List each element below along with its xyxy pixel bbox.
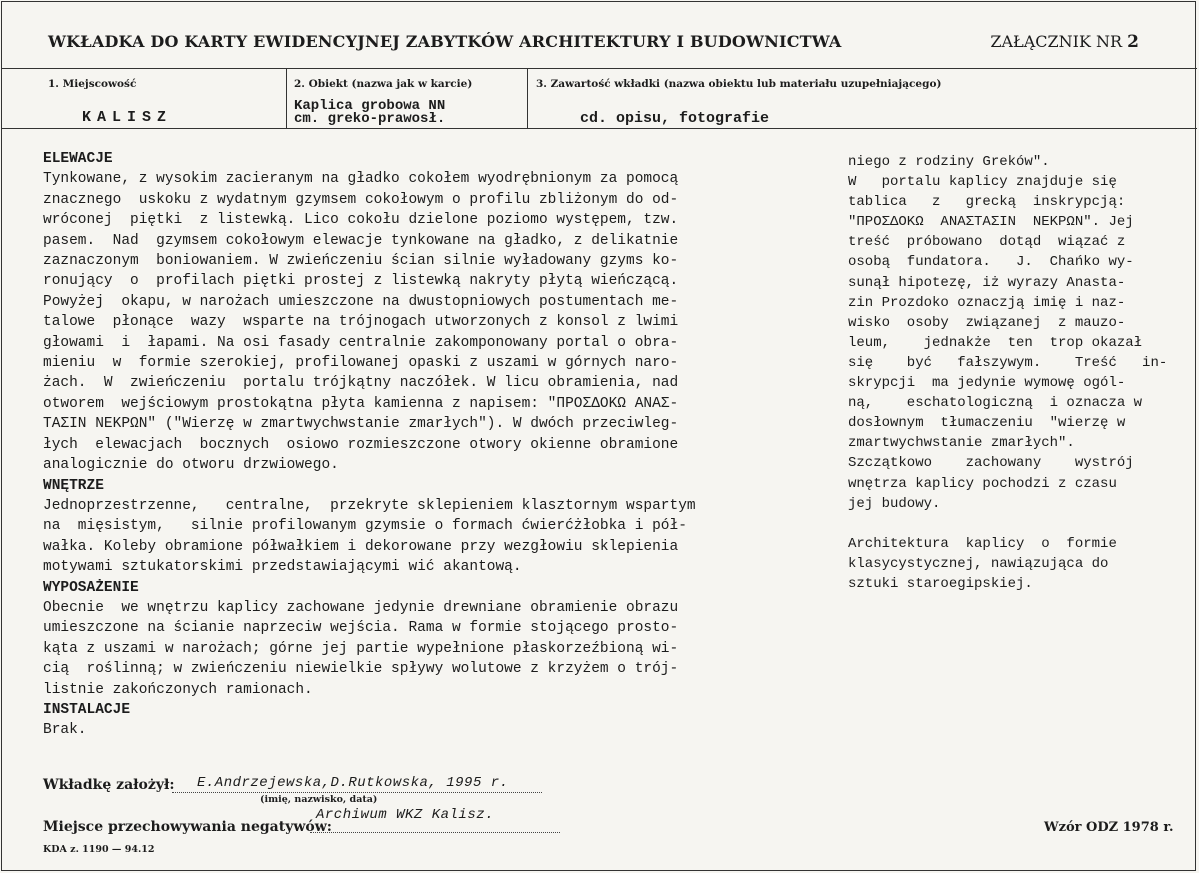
description-line: ronujący o profilach piętki prostej z listewką nakryty płytą wieńczącą. bbox=[43, 273, 679, 290]
side-note-line: zmartwychwstanie zmarłych". bbox=[848, 435, 1075, 452]
field-locality-value: KALISZ bbox=[82, 109, 173, 126]
description-line: na mięsistym, silnie profilowanym gzymsie o formach ćwierćżłobka i pół- bbox=[43, 518, 687, 535]
author-caption: (imię, nazwisko, data) bbox=[260, 794, 378, 805]
description-line: umieszczone na ścianie naprzeciw wejścia. Rama w formie stojącego prosto- bbox=[43, 620, 679, 637]
description-line: listnie zakończonych ramionach. bbox=[43, 681, 313, 698]
author-dotted-line bbox=[172, 792, 542, 793]
side-note-line: Architektura kaplicy o formie bbox=[848, 535, 1117, 552]
section-heading: WNĘTRZE bbox=[43, 477, 104, 494]
section-heading: INSTALACJE bbox=[43, 701, 131, 718]
side-note-line: wisko osoby związanej z mauzo- bbox=[848, 314, 1126, 331]
description-line: Tynkowane, z wysokim zacieranym na gładko cokołem wyodrębnionym za pomocą bbox=[43, 171, 679, 188]
description-line: wałka. Koleby obramione półwałkiem i dekorowane przy wezgłowiu sklepienia bbox=[43, 538, 679, 555]
side-note-line: osobą fundatora. J. Chańko wy- bbox=[848, 254, 1134, 271]
side-note-line: skrypcji ma jedynie wymowę ogól- bbox=[848, 375, 1126, 392]
description-line: otworem wejściowym prostokątna płyta kamienna z napisem: "ΠΡΟΣΔΟΚΩ ΑΝΑΣ- bbox=[43, 395, 679, 412]
description-line: talowe płonące wazy wsparte na trójnogach utworzonych z konsol z lwimi bbox=[43, 314, 679, 331]
description-line: ΤΑΣΙΝ ΝΕΚΡΩΝ" ("Wierzę w zmartwychwstanie zmarłych"). W dwóch przeciwleg- bbox=[43, 416, 679, 433]
side-note-line: się być fałszywym. Treść in- bbox=[848, 354, 1168, 371]
description-line: pasem. Nad gzymsem cokołowym elewacje tynkowane na gładko, z delikatnie bbox=[43, 232, 679, 249]
fields-divider bbox=[2, 128, 1197, 129]
author-label: Wkładkę założył: bbox=[43, 777, 175, 793]
annex-number bbox=[990, 32, 1139, 52]
side-note-line: W portalu kaplicy znajduje się bbox=[848, 174, 1117, 191]
description-line: Powyżej okapu, w narożach umieszczone na dwustopniowych postumentach me- bbox=[43, 293, 679, 310]
description-right-column bbox=[848, 152, 1167, 594]
side-note-line: dosłownym tłumaczeniu "wierzę w bbox=[848, 415, 1126, 432]
description-line: kąta z uszami w narożach; górne jej partie wypełnione płaskorzeźbioną wi- bbox=[43, 640, 679, 657]
description-line: analogicznie do otworu drzwiowego. bbox=[43, 457, 339, 474]
description-line: Obecnie we wnętrzu kaplicy zachowane jedynie drewniane obramienie obrazu bbox=[43, 599, 679, 616]
side-note-line: Szczątkowo zachowany wystrój bbox=[848, 455, 1134, 472]
description-line: łych elewacjach bocznych osiowo rozmieszczone otwory okienne obramione bbox=[43, 436, 679, 453]
description-line: żach. W zwieńczeniu portalu trójkątny naczółek. W licu obramienia, nad bbox=[43, 375, 679, 392]
description-line: cią roślinną; w zwieńczeniu niewielkie spływy wolutowe z krzyżem o trój- bbox=[43, 661, 679, 678]
description-line: wróconej piętki z listewką. Lico cokołu dzielone poziomo występem, tzw. bbox=[43, 212, 679, 229]
side-note-line: leum, jednakże ten trop okazał bbox=[848, 334, 1143, 351]
side-note-line bbox=[848, 514, 1167, 534]
storage-label: Miejsce przechowywania negatywów: bbox=[43, 819, 332, 835]
description-line: głowami i łapami. Na osi fasady centralnie zakomponowany portal o obra- bbox=[43, 334, 679, 351]
side-note-line: sztuki staroegipskiej. bbox=[848, 575, 1033, 592]
field-object-label: 2. Obiekt (nazwa jak w karcie) bbox=[294, 78, 473, 90]
description-left-column bbox=[43, 149, 696, 741]
description-line: Jednoprzestrzenne, centralne, przekryte sklepieniem klasztornym wspartym bbox=[43, 497, 696, 514]
side-note-line: wnętrza kaplicy pochodzi z czasu bbox=[848, 475, 1117, 492]
side-note-line: zin Prozdoko oznaczją imię i naz- bbox=[848, 294, 1126, 311]
print-code: KDA z. 1190 — 94.12 bbox=[43, 844, 155, 855]
field-locality-label: 1. Miejscowość bbox=[48, 78, 137, 90]
field-object-value-1: Kaplica grobowa NN bbox=[294, 98, 446, 114]
side-note-line: tablica z grecką inskrypcją: bbox=[848, 194, 1126, 211]
annex-value: 2 bbox=[1127, 32, 1139, 52]
description-line: zaznaczonym boniowaniem. W zwieńczeniu ścian silnie wyładowany gzyms ko- bbox=[43, 253, 679, 270]
description-line: motywami sztukatorskimi przedstawiającymi wić akantową. bbox=[43, 559, 522, 576]
description-line: Brak. bbox=[43, 722, 87, 739]
field-contents-value: cd. opisu, fotografie bbox=[580, 110, 770, 127]
record-card bbox=[1, 1, 1196, 871]
description-line: mieniu w formie szerokiej, profilowanej opaski z uszami w górnych naro- bbox=[43, 355, 679, 372]
field-divider-2 bbox=[527, 68, 528, 128]
field-object-value-2: cm. greko-prawosł. bbox=[294, 111, 446, 127]
side-note-line: sunął hipotezę, iż wyrazy Anasta- bbox=[848, 274, 1126, 291]
side-note-line: niego z rodziny Greków". bbox=[848, 154, 1050, 170]
side-note-line: ną, eschatologiczną i oznacza w bbox=[848, 395, 1143, 412]
side-note-line: treść próbowano dotąd wiązać z bbox=[848, 234, 1126, 251]
side-note-line: klasycystycznej, nawiązująca do bbox=[848, 555, 1109, 572]
author-value: E.Andrzejewska,D.Rutkowska, 1995 r. bbox=[197, 775, 509, 791]
field-contents-label: 3. Zawartość wkładki (nazwa obiektu lub materiału uzupełniającego) bbox=[536, 78, 942, 90]
side-note-line: "ΠΡΟΣΔΟΚΩ ΑΝΑΣΤΑΣΙΝ ΝΕΚΡΩΝ". Jej bbox=[848, 214, 1134, 231]
storage-dotted-line bbox=[310, 832, 560, 833]
section-heading: ELEWACJE bbox=[43, 151, 113, 167]
annex-label: ZAŁĄCZNIK NR bbox=[990, 32, 1123, 51]
field-divider-1 bbox=[286, 68, 287, 128]
card-title: WKŁADKA DO KARTY EWIDENCYJNEJ ZABYTKÓW ARCHITEKTURY I BUDOWNICTWA bbox=[48, 32, 842, 51]
section-heading: WYPOSAŻENIE bbox=[43, 579, 139, 596]
header-divider bbox=[2, 68, 1197, 69]
side-note-line: jej budowy. bbox=[848, 495, 941, 512]
storage-value: Archiwum WKZ Kalisz. bbox=[316, 807, 495, 823]
description-line: znacznego uskoku z wydatnym gzymsem cokołowym o profilu zbliżonym do od- bbox=[43, 191, 679, 208]
pattern-code: Wzór ODZ 1978 r. bbox=[1044, 820, 1174, 835]
